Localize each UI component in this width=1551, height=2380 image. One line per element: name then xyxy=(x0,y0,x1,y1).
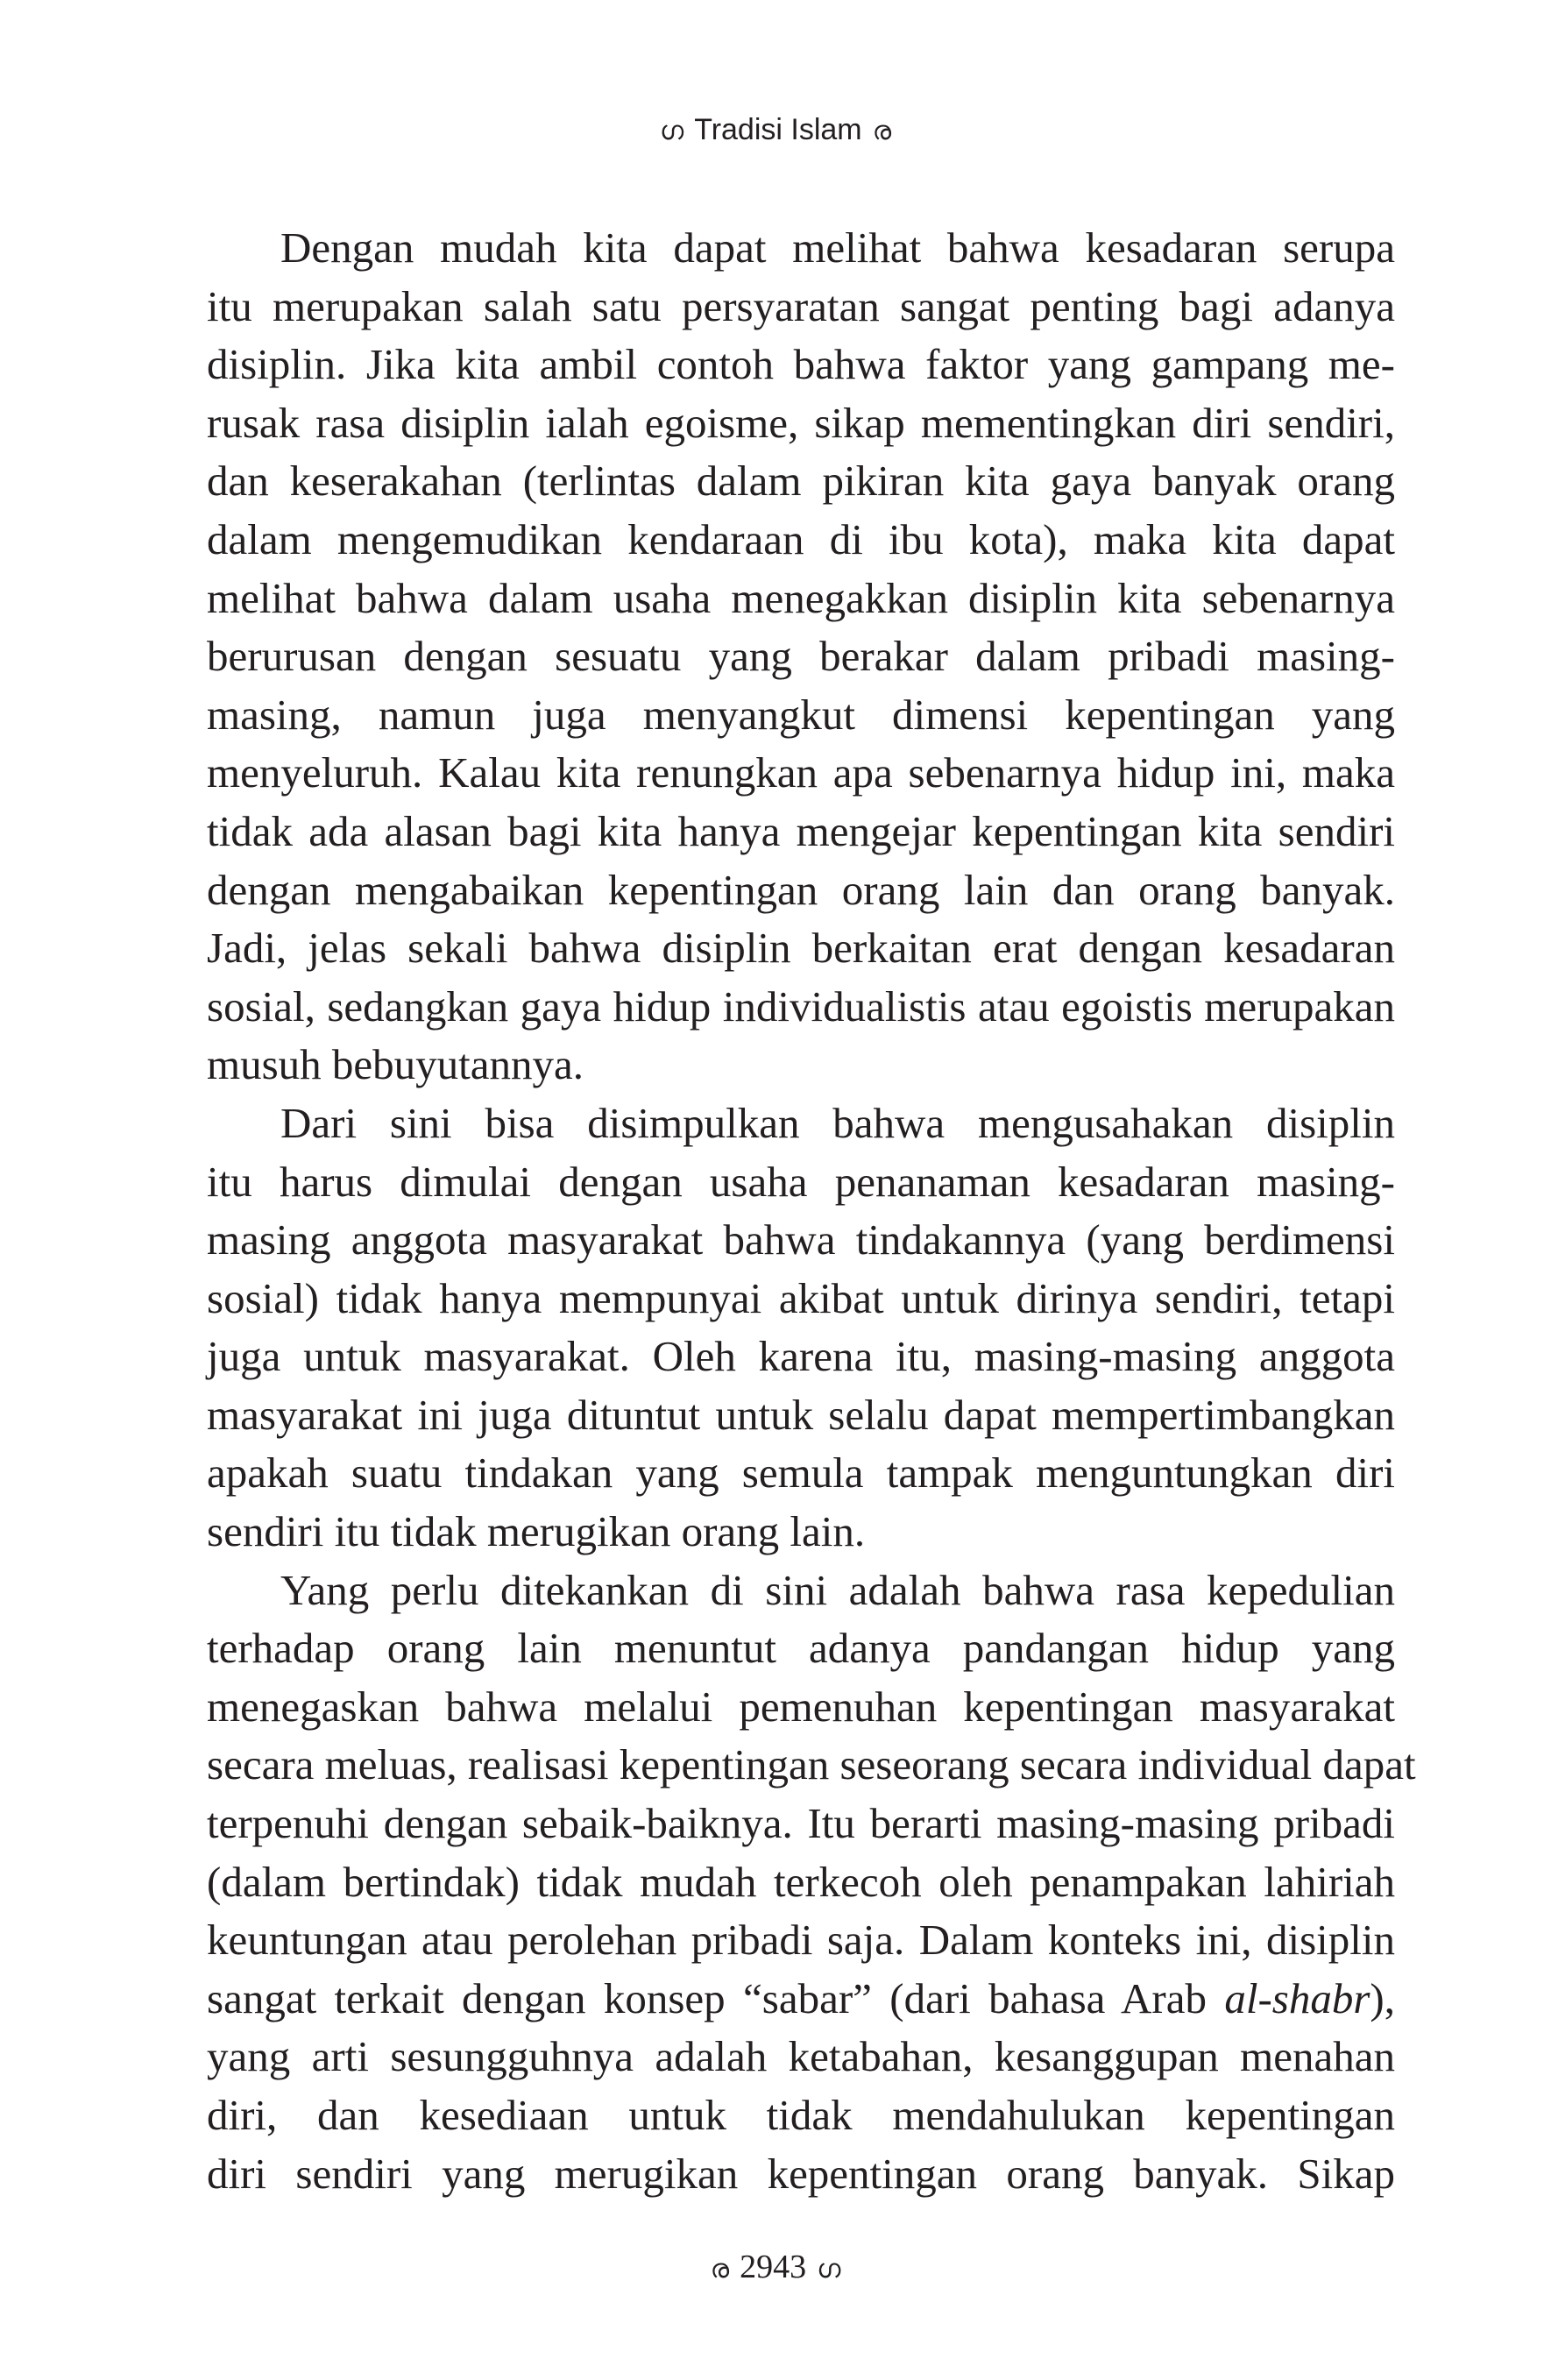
body-text xyxy=(207,219,1416,2203)
ornament-left-icon: ഗ xyxy=(659,116,684,146)
ornament-left-icon: ര xyxy=(710,2254,730,2284)
text-line: Jadi, jelas sekali bahwa disiplin berkaitan erat dengan kesadaran xyxy=(207,924,1395,973)
paragraph-3 xyxy=(207,1562,1416,2204)
text-line: menegaskan bahwa melalui pemenuhan kepentingan masyarakat xyxy=(207,1682,1395,1731)
text-segment: ), xyxy=(1370,1973,1395,2022)
text-line: masyarakat ini juga dituntut untuk selalu dapat mempertimbangkan xyxy=(207,1390,1395,1439)
text-line: Dari sini bisa disimpulkan bahwa mengusahakan disiplin xyxy=(280,1098,1395,1147)
text-line: sosial, sedangkan gaya hidup individualistis atau egoistis merupakan xyxy=(207,981,1395,1031)
text-line: juga untuk masyarakat. Oleh karena itu, masing-masing anggota xyxy=(207,1332,1395,1381)
text-segment: sangat terkait dengan konsep “sabar” (dari bahasa Arab xyxy=(207,1973,1225,2022)
text-line: yang arti sesungguhnya adalah ketabahan, kesanggupan menahan xyxy=(207,2032,1395,2081)
text-line: musuh bebuyutannya. xyxy=(207,1040,584,1089)
text-line: (dalam bertindak) tidak mudah terkecoh oleh penampakan lahiriah xyxy=(207,1857,1395,1906)
text-line: apakah suatu tindakan yang semula tampak menguntungkan diri xyxy=(207,1449,1395,1498)
page-footer xyxy=(0,2245,1551,2291)
running-head xyxy=(0,110,1551,151)
text-line: keuntungan atau perolehan pribadi saja. Dalam konteks ini, disiplin xyxy=(207,1916,1395,1965)
text-line: Yang perlu ditekankan di sini adalah bahwa rasa kepedulian xyxy=(280,1565,1395,1614)
text-line: masing, namun juga menyangkut dimensi kepentingan yang xyxy=(207,690,1395,739)
text-line: dengan mengabaikan kepentingan orang lain dan orang banyak. xyxy=(207,865,1395,914)
text-line: sosial) tidak hanya mempunyai akibat untuk dirinya sendiri, tetapi xyxy=(207,1273,1395,1322)
paragraph-2 xyxy=(207,1094,1395,1562)
text-line: dalam mengemudikan kendaraan di ibu kota), maka kita dapat xyxy=(207,514,1395,563)
text-line: masing anggota masyarakat bahwa tindakannya (yang berdimensi xyxy=(207,1215,1395,1264)
text-line: Dengan mudah kita dapat melihat bahwa kesadaran serupa xyxy=(280,223,1395,272)
text-line: diri sendiri yang merugikan kepentingan orang banyak. Sikap xyxy=(207,2149,1395,2198)
text-line: terhadap orang lain menuntut adanya pandangan hidup yang xyxy=(207,1624,1395,1673)
ornament-right-icon: ര xyxy=(872,116,892,146)
text-line: disiplin. Jika kita ambil contoh bahwa faktor yang gampang me- xyxy=(207,340,1395,389)
text-line: diri, dan kesediaan untuk tidak mendahulukan kepentingan xyxy=(207,2091,1395,2139)
text-line: itu merupakan salah satu persyaratan sangat penting bagi adanya xyxy=(207,281,1395,330)
running-head-title: Tradisi Islam xyxy=(694,113,862,146)
page-number: 2943 xyxy=(740,2249,807,2285)
italic-term: al-shabr xyxy=(1224,1973,1370,2022)
text-line: menyeluruh. Kalau kita renungkan apa sebenarnya hidup ini, maka xyxy=(207,748,1395,797)
text-line: itu harus dimulai dengan usaha penanaman kesadaran masing- xyxy=(207,1157,1395,1206)
text-line: terpenuhi dengan sebaik-baiknya. Itu berarti masing-masing pribadi xyxy=(207,1799,1395,1848)
ornament-right-icon: ഗ xyxy=(817,2254,841,2284)
text-line: tidak ada alasan bagi kita hanya mengejar kepentingan kita sendiri xyxy=(207,806,1395,855)
text-line: berurusan dengan sesuatu yang berakar dalam pribadi masing- xyxy=(207,632,1395,681)
text-line-with-italic xyxy=(207,1970,1395,2029)
text-line: dan keserakahan (terlintas dalam pikiran kita gaya banyak orang xyxy=(207,457,1395,506)
paragraph-1 xyxy=(207,219,1395,1094)
text-line: melihat bahwa dalam usaha menegakkan disiplin kita sebenarnya xyxy=(207,573,1395,622)
text-line: secara meluas, realisasi kepentingan seseorang secara individual dapat xyxy=(207,1740,1416,1789)
text-line: sendiri itu tidak merugikan orang lain. xyxy=(207,1507,866,1556)
text-line: rusak rasa disiplin ialah egoisme, sikap mementingkan diri sendiri, xyxy=(207,398,1395,447)
